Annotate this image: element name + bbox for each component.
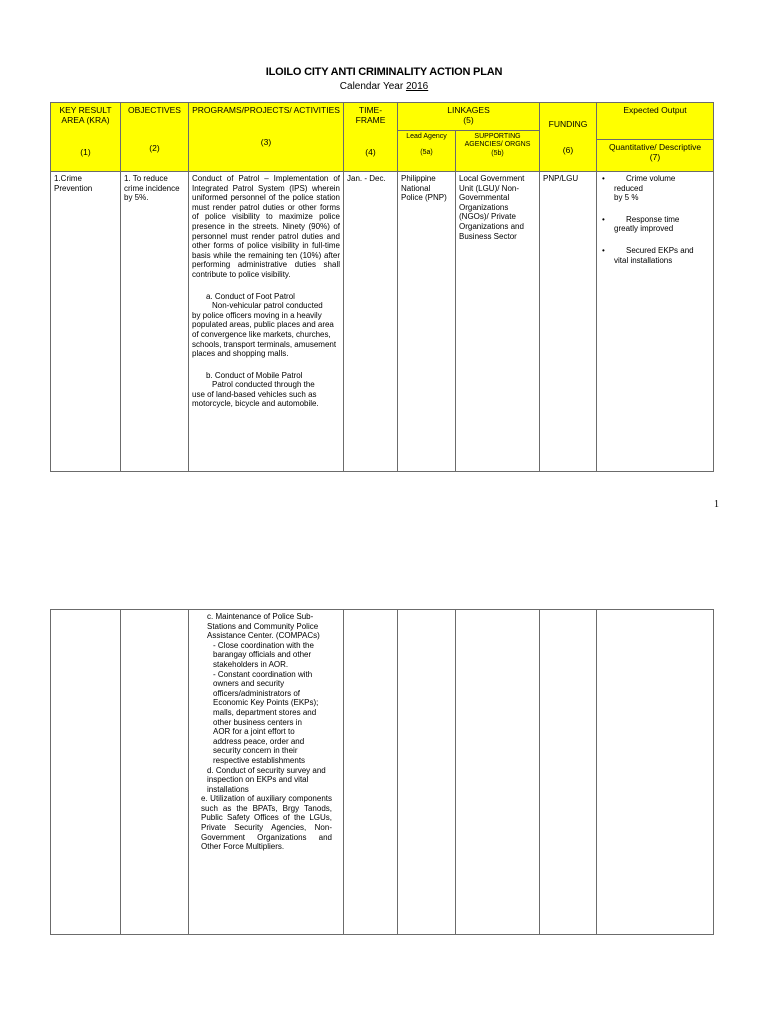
cell-programs-cont [189,610,344,935]
action-plan-table-continued [50,609,714,935]
cell-timeframe: Jan. - Dec. [344,172,398,472]
compac-item: c. Maintenance of Police Sub-Stations and Community Police Assistance Center. (COMPACs) [207,612,320,641]
document-title: ILOILO CITY ANTI CRIMINALITY ACTION PLAN [265,66,503,78]
cell-supporting-cont [456,610,540,935]
cell-expected-output [597,172,714,472]
action-plan-table [50,102,714,472]
cell-timeframe-cont [344,610,398,935]
cell-supporting: Local Government Unit (LGU)/ Non-Governmental Organizations (NGOs)/ Private Organizations and Business Sector [456,172,540,472]
header-supporting: SUPPORTING AGENCIES/ ORGNS (5b) [456,131,540,172]
cell-programs [189,172,344,472]
cell-kra: 1.Crime Prevention [51,172,121,472]
header-programs: PROGRAMS/PROJECTS/ ACTIVITIES (3) [189,103,344,172]
calendar-year: 2016 [405,81,429,92]
header-linkages: LINKAGES (5) [398,103,540,131]
auxiliary-item: e. Utilization of auxiliary components such as the BPATs, Brgy Tanods, Public Safety Offices of the LGUs, Private Security Agencies, Non-Government Organizations and Other Force Multipliers. [201,794,332,852]
cell-funding-cont [540,610,597,935]
security-survey-item: d. Conduct of security survey and inspection on EKPs and vital installations [207,765,326,794]
cell-objective: 1. To reduce crime incidence by 5%. [121,172,189,472]
output-item: • Secured EKPs and vital installations [600,246,710,265]
cell-objective-cont [121,610,189,935]
header-funding: FUNDING (6) [540,103,597,172]
cell-lead-agency: Philippine National Police (PNP) [398,172,456,472]
cell-funding: PNP/LGU [540,172,597,472]
header-quantitative: Quantitative/ Descriptive (7) [597,140,714,172]
coordination-barangay: - Close coordination with the barangay officials and other stakeholders in AOR. [213,640,314,669]
header-expected-output: Expected Output [597,103,714,140]
document-subtitle [0,81,768,92]
cell-kra-cont [51,610,121,935]
page-number: 1 [714,499,719,510]
program-intro: Conduct of Patrol – Implementation of Integrated Patrol System (IPS) wherein uniformed personnel of the police station must render patrol duties or other forms of police visibility to maximize police presence in the streets. Ninety (90%) of personnel must render patrol duties and other forms of police visibility in full-time basis while the remaining ten (10%) after performing administrative duties shall contribute to police visibility. [192,174,340,279]
cell-output-cont [597,610,714,935]
mobile-patrol-item: b. Conduct of Mobile Patrol Patrol conducted through the use of land-based vehicles such as motorcycle, bicycle and automobile. [192,370,319,409]
header-timeframe: TIME-FRAME (4) [344,103,398,172]
header-objectives: OBJECTIVES (2) [121,103,189,172]
coordination-ekps: - Constant coordination with owners and security officers/administrators of Economic Key Points (EKPs); malls, department stores and other business centers in AOR for a joint effort to address peace, order and security concern in their respective establishments [213,669,319,765]
output-item: • Response time greatly improved [600,215,710,234]
header-kra: KEY RESULT AREA (KRA) (1) [51,103,121,172]
subtitle-prefix: Calendar Year [339,81,406,92]
header-lead-agency: Lead Agency (5a) [398,131,456,172]
output-item: • Crime volume reduced by 5 % [600,174,710,203]
cell-lead-cont [398,610,456,935]
foot-patrol-item: a. Conduct of Foot Patrol Non-vehicular patrol conducted by police officers moving in a heavily populated areas, public places and area of convergence like markets, churches, schools, transport terminals, amusement places and shopping malls. [192,291,337,359]
